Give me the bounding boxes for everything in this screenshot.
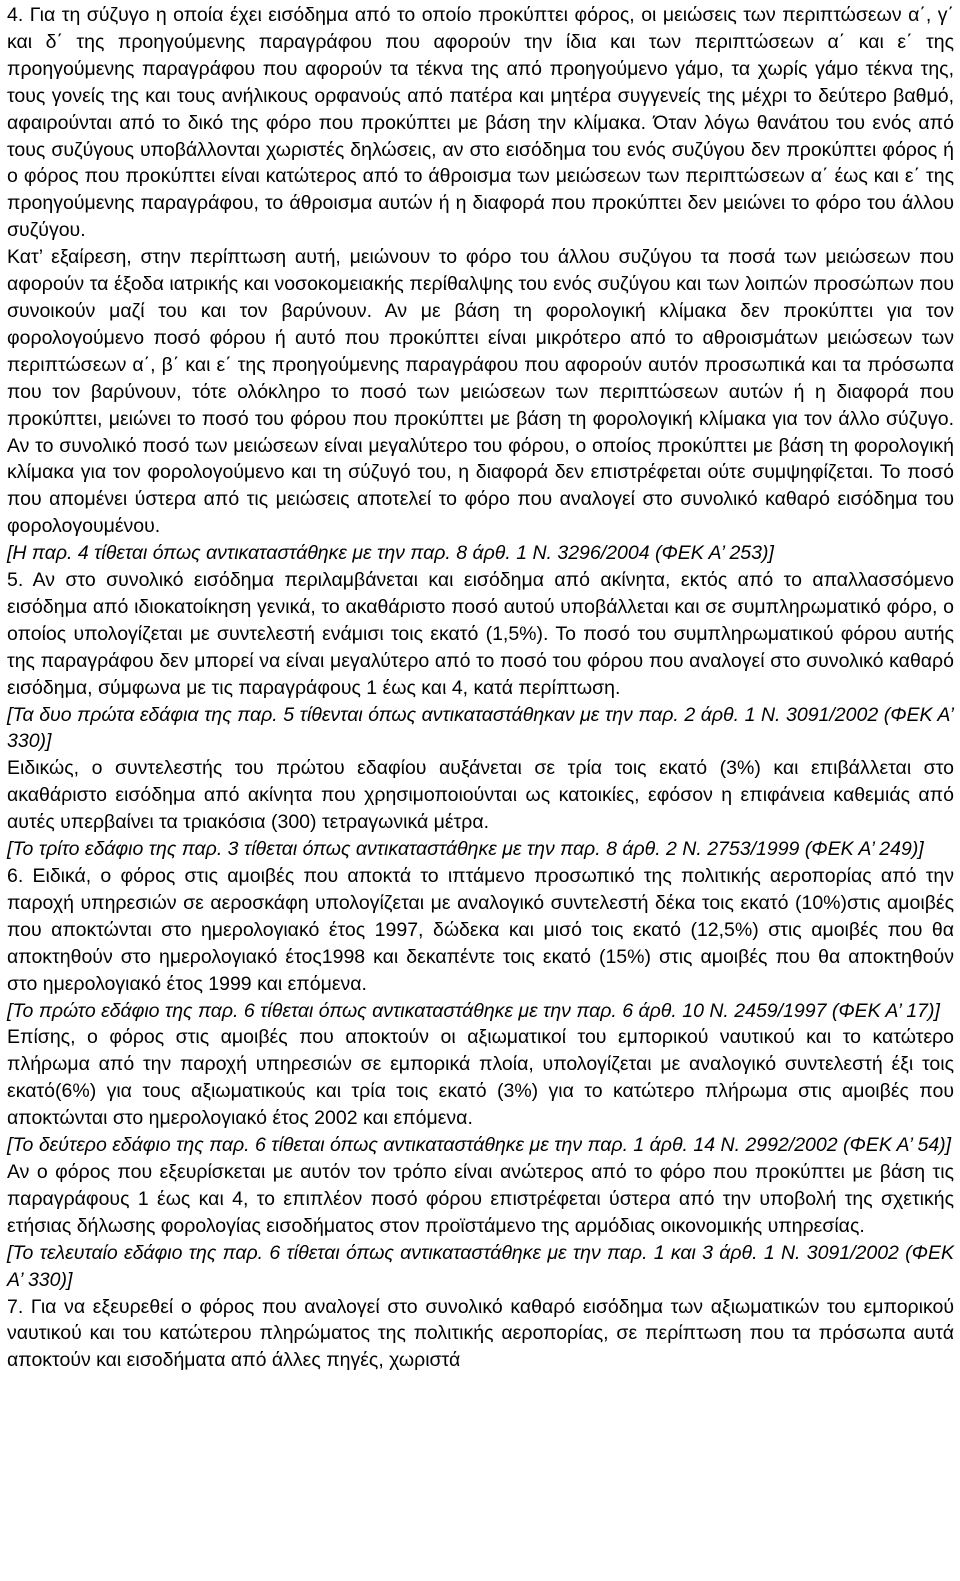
amendment-note: [Το δεύτερο εδάφιο της παρ. 6 τίθεται όπως αντικαταστάθηκε με την παρ. 1 άρθ. 14 Ν. 2992/2002 (ΦΕΚ Α’ 54)] (7, 1134, 952, 1157)
paragraph-4-part-1: 4. Για τη σύζυγο η οποία έχει εισόδημα από το οποίο προκύπτει φόρος, οι μειώσεις των περιπτώσεων α΄, γ΄ και δ΄ της προηγούμενης παραγράφου που αφορούν την ίδια και των περιπτώσεων α΄ και ε΄ της προηγούμενης παραγράφου που αφορούν τα τέκνα της από προηγούμενο γάμο, τα χωρίς γάμο τέκνα της, τους γονείς της και τους ανήλικους ορφανούς από πατέρα και μητέρα συγγενείς της μέχρι το δεύτερο βαθμό, αφαιρούνται από το δικό της φόρο που προκύπτει με βάση την κλίμακα. Όταν λόγω θανάτου του ενός από τους συζύγους υποβάλλονται χωριστές δηλώσεις, αν στο εισόδημα του ενός συζύγου δεν προκύπτει φόρος ή ο φόρος που προκύπτει είναι κατώτερος από το άθροισμα των μειώσεων των περιπτώσεων α΄ έως και ε΄ της προηγούμενης παραγράφου, το άθροισμα αυτών ή η διαφορά που προκύπτει δεν μειώνει το φόρο του άλλου συζύγου. (7, 4, 954, 242)
amendment-note: [Το τελευταίο εδάφιο της παρ. 6 τίθεται όπως αντικαταστάθηκε με την παρ. 1 και 3 άρθ. 1 Ν. 3091/2002 (ΦΕΚ Α’ 330)] (7, 1241, 954, 1291)
amendment-note: [Το τρίτο εδάφιο της παρ. 3 τίθεται όπως αντικαταστάθηκε με την παρ. 8 άρθ. 2 Ν. 2753/1999 (ΦΕΚ Α’ 249)] (7, 838, 924, 861)
amendment-note: [Τα δυο πρώτα εδάφια της παρ. 5 τίθενται όπως αντικαταστάθηκαν με την παρ. 2 άρθ. 1 Ν. 3091/2002 (ΦΕΚ Α’ 330)] (7, 703, 954, 753)
paragraph-7: 7. Για να εξευρεθεί ο φόρος που αναλογεί στο συνολικό καθαρό εισόδημα των αξιωματικών του εμπορικού ναυτικού και του κατώτερου πληρώματος της πολιτικής αεροπορίας, σε περίπτωση που τα πρόσωπα αυτά αποκτούν και εισοδήματα από άλλες πηγές, χωριστά (7, 1295, 954, 1372)
paragraph-5: 5. Αν στο συνολικό εισόδημα περιλαμβάνεται και εισόδημα από ακίνητα, εκτός από το απαλλασσόμενο εισόδημα από ιδιοκατοίκηση γενικά, το ακαθάριστο ποσό αυτού υποβάλλεται και σε συμπληρωματικό φόρο, ο οποίος υπολογίζεται με συντελεστή ενάμισι τοις εκατό (1,5%). Το ποσό του συμπληρωματικού φόρου αυτής της παραγράφου δεν μπορεί να είναι μεγαλύτερο από το ποσό του φόρου που αναλογεί στο συνολικό καθαρό εισόδημα, σύμφωνα με τις παραγράφους 1 έως και 4, κατά περίπτωση. (7, 569, 954, 699)
paragraph-5-part-2: Ειδικώς, ο συντελεστής του πρώτου εδαφίου αυξάνεται σε τρία τοις εκατό (3%) και επιβάλλεται στο ακαθάριστο εισόδημα από ακίνητα που χρησιμοποιούνται ως κατοικίες, εφόσον η επιφάνεια καθεμιάς από αυτές υπερβαίνει τα τριακόσια (300) τετραγωνικά μέτρα. (7, 757, 954, 834)
paragraph-6-part-2: Επίσης, ο φόρος στις αμοιβές που αποκτούν οι αξιωματικοί του εμπορικού ναυτικού και το κατώτερο πλήρωμα από την παροχή υπηρεσιών σε εμπορικά πλοία, υπολογίζεται με αναλογικό συντελεστή έξι τοις εκατό(6%) για τους αξιωματικούς και τρία τοις εκατό (3%) για το κατώτερο πλήρωμα στις αμοιβές που αποκτώνται στο ημερολογιακό έτος 2002 και επόμενα. (7, 1026, 954, 1130)
paragraph-4-part-2: Κατ’ εξαίρεση, στην περίπτωση αυτή, μειώνουν το φόρο του άλλου συζύγου τα ποσά των μειώσεων που αφορούν τα έξοδα ιατρικής και νοσοκομειακής περίθαλψης του ενός συζύγου και των λοιπών προσώπων που συνοικούν μαζί του και τον βαρύνουν. Αν με βάση τη φορολογική κλίμακα δεν προκύπτει για τον φορολογούμενο ποσό φόρου ή αυτό που προκύπτει είναι μικρότερο από το αθροισμάτων μειώσεων των περιπτώσεων α΄, β΄ και ε΄ της προηγούμενης παραγράφου που αφορούν αυτόν προσωπικά και τα πρόσωπα που τον βαρύνουν, τότε ολόκληρο το ποσό των μειώσεων των περιπτώσεων αυτών ή η διαφορά που προκύπτει, μειώνει το ποσό του φόρου που προκύπτει με βάση τη φορολογική κλίμακα για τον άλλο σύζυγο. Αν το συνολικό ποσό των μειώσεων είναι μεγαλύτερο του φόρου, ο οποίος προκύπτει με βάση τη φορολογική κλίμακα για τον φορολογούμενο και τη σύζυγό του, η διαφορά δεν επιστρέφεται ούτε συμψηφίζεται. Το ποσό που απομένει ύστερα από τις μειώσεις αποτελεί το φόρο που αναλογεί στο συνολικό καθαρό εισόδημα του φορολογουμένου. (7, 246, 954, 538)
paragraph-6: 6. Ειδικά, ο φόρος στις αμοιβές που αποκτά το ιπτάμενο προσωπικό της πολιτικής αεροπορίας από την παροχή υπηρεσιών σε αεροσκάφη υπολογίζεται με αναλογικό συντελεστή δέκα τοις εκατό (10%)στις αμοιβές που αποκτώνται στο ημερολογιακό έτος 1997, δώδεκα και μισό τοις εκατό (12,5%) στις αμοιβές που θα αποκτηθούν στο ημερολογιακό έτος1998 και δεκαπέντε τοις εκατό (15%) στις αμοιβές που θα αποκτηθούν στο ημερολογιακό έτος 1999 και επόμενα. (7, 865, 954, 995)
amendment-note: [Η παρ. 4 τίθεται όπως αντικαταστάθηκε με την παρ. 8 άρθ. 1 Ν. 3296/2004 (ΦΕΚ Α’ 253)] (7, 542, 774, 565)
paragraph-6-part-3: Αν ο φόρος που εξευρίσκεται με αυτόν τον τρόπο είναι ανώτερος από το φόρο που προκύπτει με βάση τις παραγράφους 1 έως και 4, το επιπλέον ποσό φόρου επιστρέφεται ύστερα από την υποβολή της σχετικής ετήσιας δήλωσης φορολογίας εισοδήματος στον προϊστάμενο της αρμόδιας οικονομικής υπηρεσίας. (7, 1160, 954, 1237)
amendment-note: [Το πρώτο εδάφιο της παρ. 6 τίθεται όπως αντικαταστάθηκε με την παρ. 6 άρθ. 10 Ν. 2459/1997 (ΦΕΚ Α’ 17)] (7, 999, 940, 1022)
